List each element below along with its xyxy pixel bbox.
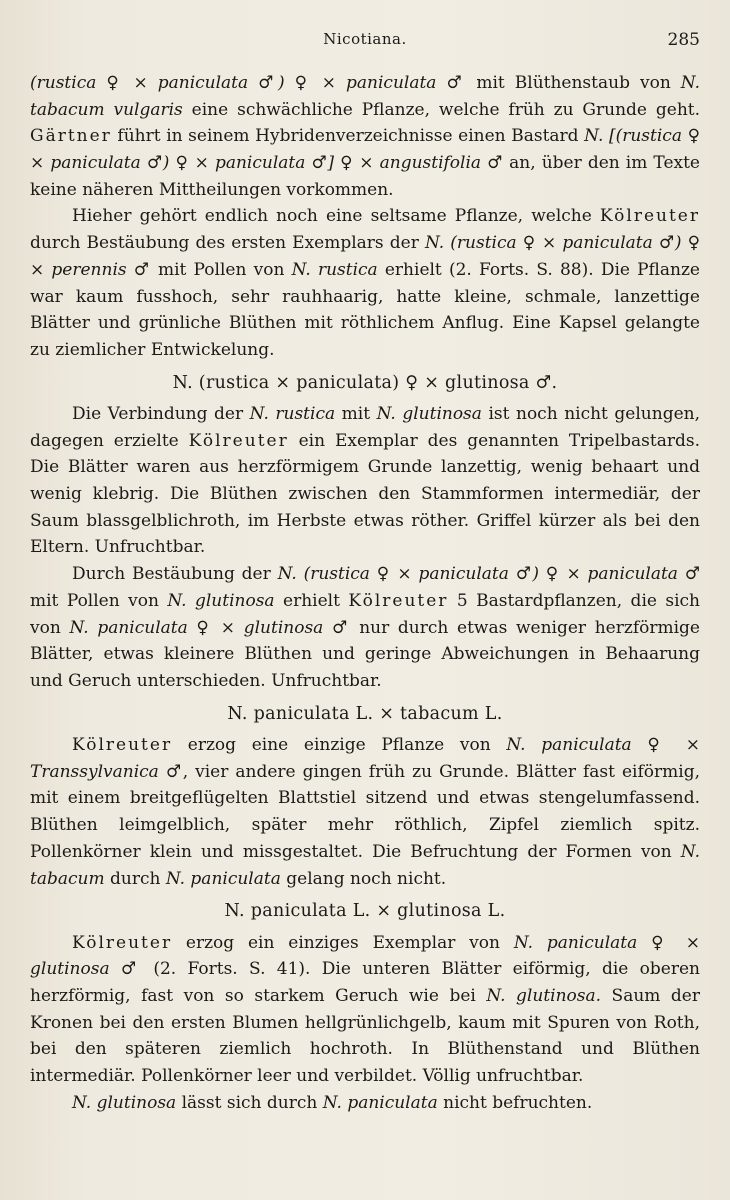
paragraph	[30, 70, 700, 203]
paragraph	[30, 203, 700, 363]
page-number: 285	[667, 30, 700, 50]
text-run: mit	[335, 404, 377, 425]
spaced-name: Kölreuter	[348, 590, 449, 611]
spaced-name: Gärtner	[30, 126, 112, 147]
italic-text: N. glutinosa	[376, 404, 482, 425]
text-run: mit Pollen von	[30, 590, 168, 611]
text-run: N. paniculata L. × tabacum L.	[227, 703, 503, 724]
text-run: (2. Forts. S. 41). Die unteren Blätter eiförmig, die oberen herzförmig, fast von so starkem Geruch wie bei	[30, 959, 700, 1007]
text-run: führt in seinem Hybridenverzeichnisse einen Bastard	[111, 126, 585, 147]
text-run: Die Verbindung der	[72, 404, 250, 425]
running-head: Nicotiana.	[323, 30, 407, 48]
italic-text: N. glutinosa.	[486, 986, 602, 1007]
italic-text: N. (rustica ♀ × paniculata ♂) ♀ × perennis ♂	[30, 233, 700, 280]
page-header	[30, 30, 700, 56]
spaced-name: Kölreuter	[188, 430, 289, 451]
text-run: N. paniculata L. × glutinosa L.	[224, 901, 506, 922]
text-run: lässt sich durch	[176, 1092, 323, 1113]
paragraph	[30, 401, 700, 561]
italic-text: N. rustica	[249, 404, 336, 425]
text-run: N. (rustica × paniculata) ♀ × glutinosa ♂.	[172, 372, 558, 393]
italic-text: N. rustica	[291, 259, 378, 280]
text-run: erzog ein einziges Exemplar von	[172, 932, 514, 953]
page-body	[30, 70, 700, 1116]
spaced-name: Kölreuter	[72, 735, 173, 756]
text-run: nicht befruchten.	[437, 1092, 593, 1113]
section-heading	[30, 701, 700, 728]
italic-text: N. paniculata ♀ × glutinosa ♂	[30, 932, 700, 980]
spaced-name: Kölreuter	[599, 206, 700, 227]
text-run: Durch Bestäubung der	[72, 564, 278, 585]
text-run: erhielt	[274, 590, 349, 611]
italic-text: N. tabacum	[30, 841, 700, 889]
text-run: ein Exemplar des genannten Tripelbastards. Die Blätter waren aus herzförmigem Grunde lanzettig, wenig behaart und wenig klebrig. Die Blüthen zwischen den Stammformen intermediär, der Saum blassgelblichroth, im Herbste etwas röther. Griffel kürzer als bei den Eltern. Unfruchtbar.	[30, 430, 700, 558]
text-run: mit Blüthenstaub von	[466, 73, 681, 93]
text-run: erhielt (2. Forts. S. 88). Die Pflanze war kaum fusshoch, sehr rauhhaarig, hatte kleine, schmale, lanzettige Blätter und grünliche Blüthen mit röthlichem Anflug. Eine Kapsel gelangte zu ziemlicher Entwickelung.	[30, 259, 700, 360]
italic-text: N. paniculata ♀ × glutinosa ♂	[69, 617, 351, 638]
italic-text: N. paniculata ♀ × Transsylvanica ♂	[30, 735, 700, 782]
text-run: mit Pollen von	[150, 259, 292, 280]
section-heading	[30, 370, 700, 397]
italic-text: N. glutinosa	[72, 1092, 177, 1113]
text-run: an, über den im Texte keine näheren Mittheilungen vorkommen.	[30, 153, 700, 200]
italic-text: N. paniculata	[322, 1092, 438, 1113]
text-run: gelang noch nicht.	[280, 868, 447, 889]
italic-text: N. tabacum vulgaris	[30, 73, 700, 120]
italic-text: N. (rustica ♀ × paniculata ♂) ♀ × paniculata ♂	[277, 564, 700, 585]
text-run: ist noch nicht gelungen, dagegen erzielte	[30, 404, 700, 451]
spaced-name: Kölreuter	[72, 932, 173, 953]
text-run: durch Bestäubung des ersten Exemplars der	[30, 233, 425, 254]
text-run: nur durch etwas weniger herzförmige Blätter, etwas kleinere Blüthen und geringe Abweichungen in Behaarung und Geruch unterschieden. Unfruchtbar.	[30, 617, 700, 691]
text-run: durch	[104, 868, 166, 889]
italic-text: (rustica ♀ × paniculata ♂) ♀ × paniculata ♂	[30, 73, 467, 93]
italic-text: N. glutinosa	[167, 590, 275, 611]
paragraph	[30, 732, 700, 892]
text-run: 5 Bastardpflanzen, die sich von	[30, 590, 701, 638]
text-run: Hieher gehört endlich noch eine seltsame Pflanze, welche	[72, 206, 600, 227]
italic-text: N. paniculata	[165, 868, 281, 889]
paragraph	[30, 1090, 700, 1117]
italic-text: N. [(rustica ♀ × paniculata ♂) ♀ × paniculata ♂] ♀ × angustifolia ♂	[30, 126, 700, 174]
paragraph	[30, 930, 700, 1090]
text-run: eine schwächliche Pflanze, welche früh zu Grunde geht.	[182, 99, 701, 120]
section-heading	[30, 898, 700, 925]
paragraph	[30, 561, 700, 694]
text-run: Saum der Kronen bei den ersten Blumen hellgrünlichgelb, kaum mit Spuren von Roth, bei den späteren ziemlich hochroth. In Blüthenstand und Blüthen intermediär. Pollenkörner leer und verbildet. Völlig unfruchtbar.	[30, 986, 700, 1087]
text-run: , vier andere gingen früh zu Grunde. Blätter fast eiförmig, mit einem breitgeflügelten Blattstiel sitzend und etwas stengelumfassend. Blüthen leimgelblich, später mehr röthlich, Zipfel ziemlich spitz. Pollenkörner klein und missgestaltet. Die Befruchtung der Formen von	[30, 761, 700, 862]
text-run: erzog eine einzige Pflanze von	[172, 735, 507, 756]
